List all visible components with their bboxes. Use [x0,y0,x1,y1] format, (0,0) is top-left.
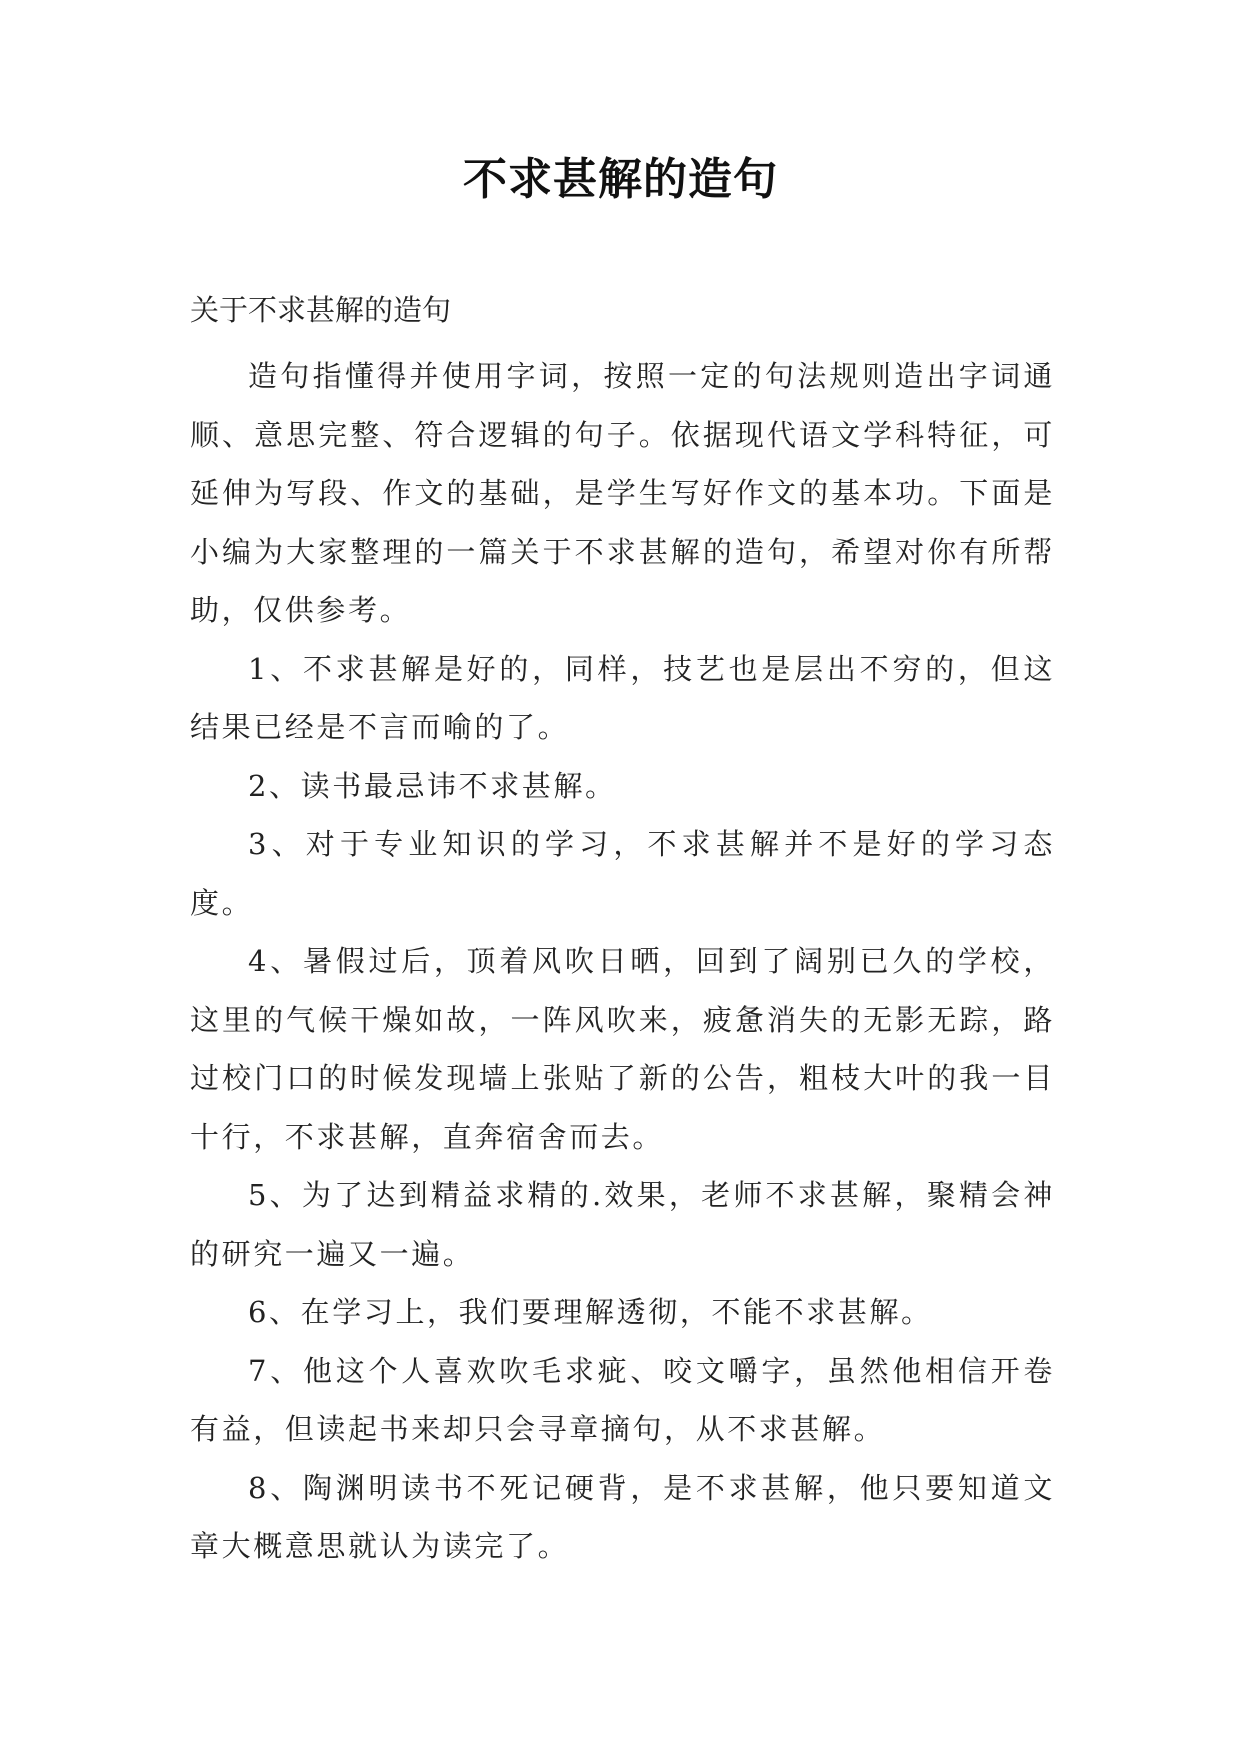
example-sentence-4: 4、暑假过后，顶着风吹日晒，回到了阔别已久的学校，这里的气候干燥如故，一阵风吹来，疲惫消失的无影无踪，路过校门口的时候发现墙上张贴了新的公告，粗枝大叶的我一目十行，不求甚解，直奔宿舍而去。 [190,944,1055,1154]
example-sentence-2: 2、读书最忌讳不求甚解。 [248,768,617,803]
document-body [190,347,1055,1576]
document-title: 不求甚解的造句 [463,154,778,205]
example-sentence-3: 3、对于专业知识的学习，不求甚解并不是好的学习态度。 [190,827,1055,920]
example-sentence-6: 6、在学习上，我们要理解透彻，不能不求甚解。 [248,1295,933,1329]
document-subtitle: 关于不求甚解的造句 [190,293,452,327]
example-sentence-8: 8、陶渊明读书不死记硬背，是不求甚解，他只要知道文章大概意思就认为读完了。 [190,1470,1055,1563]
example-sentence-1: 1、不求甚解是好的，同样，技艺也是层出不穷的，但这结果已经是不言而喻的了。 [190,651,1055,744]
example-sentence-5: 5、为了达到精益求精的.效果，老师不求甚解，聚精会神的研究一遍又一遍。 [190,1178,1055,1271]
example-sentence-7: 7、他这个人喜欢吹毛求疵、咬文嚼字，虽然他相信开卷有益，但读起书来却只会寻章摘句，从不求甚解。 [190,1353,1055,1446]
intro-paragraph: 造句指懂得并使用字词，按照一定的句法规则造出字词通顺、意思完整、符合逻辑的句子。依据现代语文学科特征，可延伸为写段、作文的基础，是学生写好作文的基本功。下面是小编为大家整理的一篇关于不求甚解的造句，希望对你有所帮助，仅供参考。 [190,359,1055,627]
